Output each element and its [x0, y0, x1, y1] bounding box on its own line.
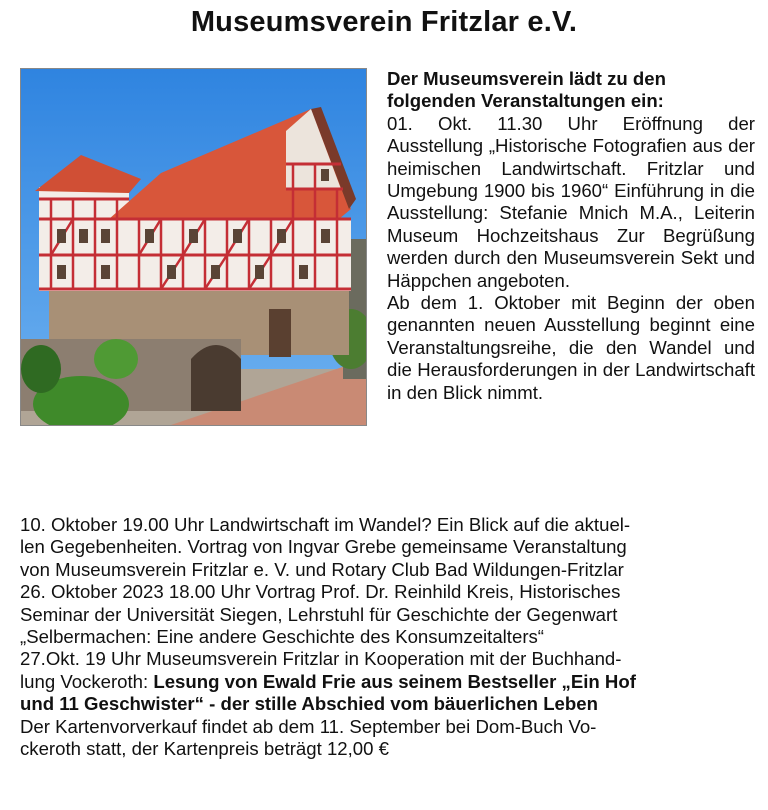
- event-line: von Museumsverein Fritzlar e. V. und Rotary Club Bad Wildungen-Fritzlar: [20, 558, 624, 580]
- event-line: 27.Okt. 19 Uhr Museumsverein Fritzlar in Kooperation mit der Buchhand-: [20, 648, 622, 670]
- ticket-info-line: Der Kartenvorverkauf findet ab dem 11. September bei Dom-Buch Vo-: [20, 715, 597, 737]
- event-line: len Gegebenheiten. Vortrag von Ingvar Grebe gemeinsame Veranstaltung: [20, 536, 627, 558]
- event-line: 26. Oktober 2023 18.00 Uhr Vortrag Prof. Dr. Reinhild Kreis, Historisches: [20, 581, 621, 603]
- reading-title-bold: Lesung von Ewald Frie aus seinem Bestseller „Ein Hof: [153, 670, 636, 692]
- event-line: Seminar der Universität Siegen, Lehrstuhl für Geschichte der Gegenwart: [20, 603, 618, 625]
- half-timbered-house-image: [21, 69, 366, 425]
- intro-headline-line-2: folgenden Veranstaltungen ein:: [387, 90, 664, 112]
- ticket-price-line: ckeroth statt, der Kartenpreis beträgt 12,00 €: [20, 738, 389, 760]
- event-text-plain: lung Vockeroth:: [20, 670, 154, 692]
- museum-photo: [20, 68, 367, 426]
- intro-headline-line-1: Der Museumsverein lädt zu den: [387, 68, 666, 89]
- intro-column: [387, 68, 755, 404]
- event-line: [20, 671, 758, 693]
- opening-event-paragraph: 01. Okt. 11.30 Uhr Eröffnung der Ausstellung „Historische Fotografien aus der heimischen Landwirtschaft. Fritzlar und Umgebung 1900 bis 1960“ Einführung in die Ausstellung: Stefanie Mnich M.A., Leiterin Museum Hochzeitshaus Zur Begrüßung werden durch den Museumsverein Sekt und Häppchen angeboten.: [387, 112, 755, 291]
- events-section: [20, 514, 758, 760]
- series-intro-paragraph: Ab dem 1. Oktober mit Beginn der oben genannten neuen Ausstellung beginnt eine Veranstaltungsreihe, die den Wandel und die Herausforderungen in der Landwirtschaft in den Blick nimmt.: [387, 292, 755, 403]
- event-line: 10. Oktober 19.00 Uhr Landwirtschaft im Wandel? Ein Blick auf die aktuel-: [20, 514, 631, 535]
- article-title: Museumsverein Fritzlar e.V.: [190, 6, 578, 38]
- event-line: „Selbermachen: Eine andere Geschichte des Konsumzeitalters“: [20, 626, 544, 648]
- reading-title-bold-line: und 11 Geschwister“ - der stille Abschied vom bäuerlichen Leben: [20, 693, 598, 715]
